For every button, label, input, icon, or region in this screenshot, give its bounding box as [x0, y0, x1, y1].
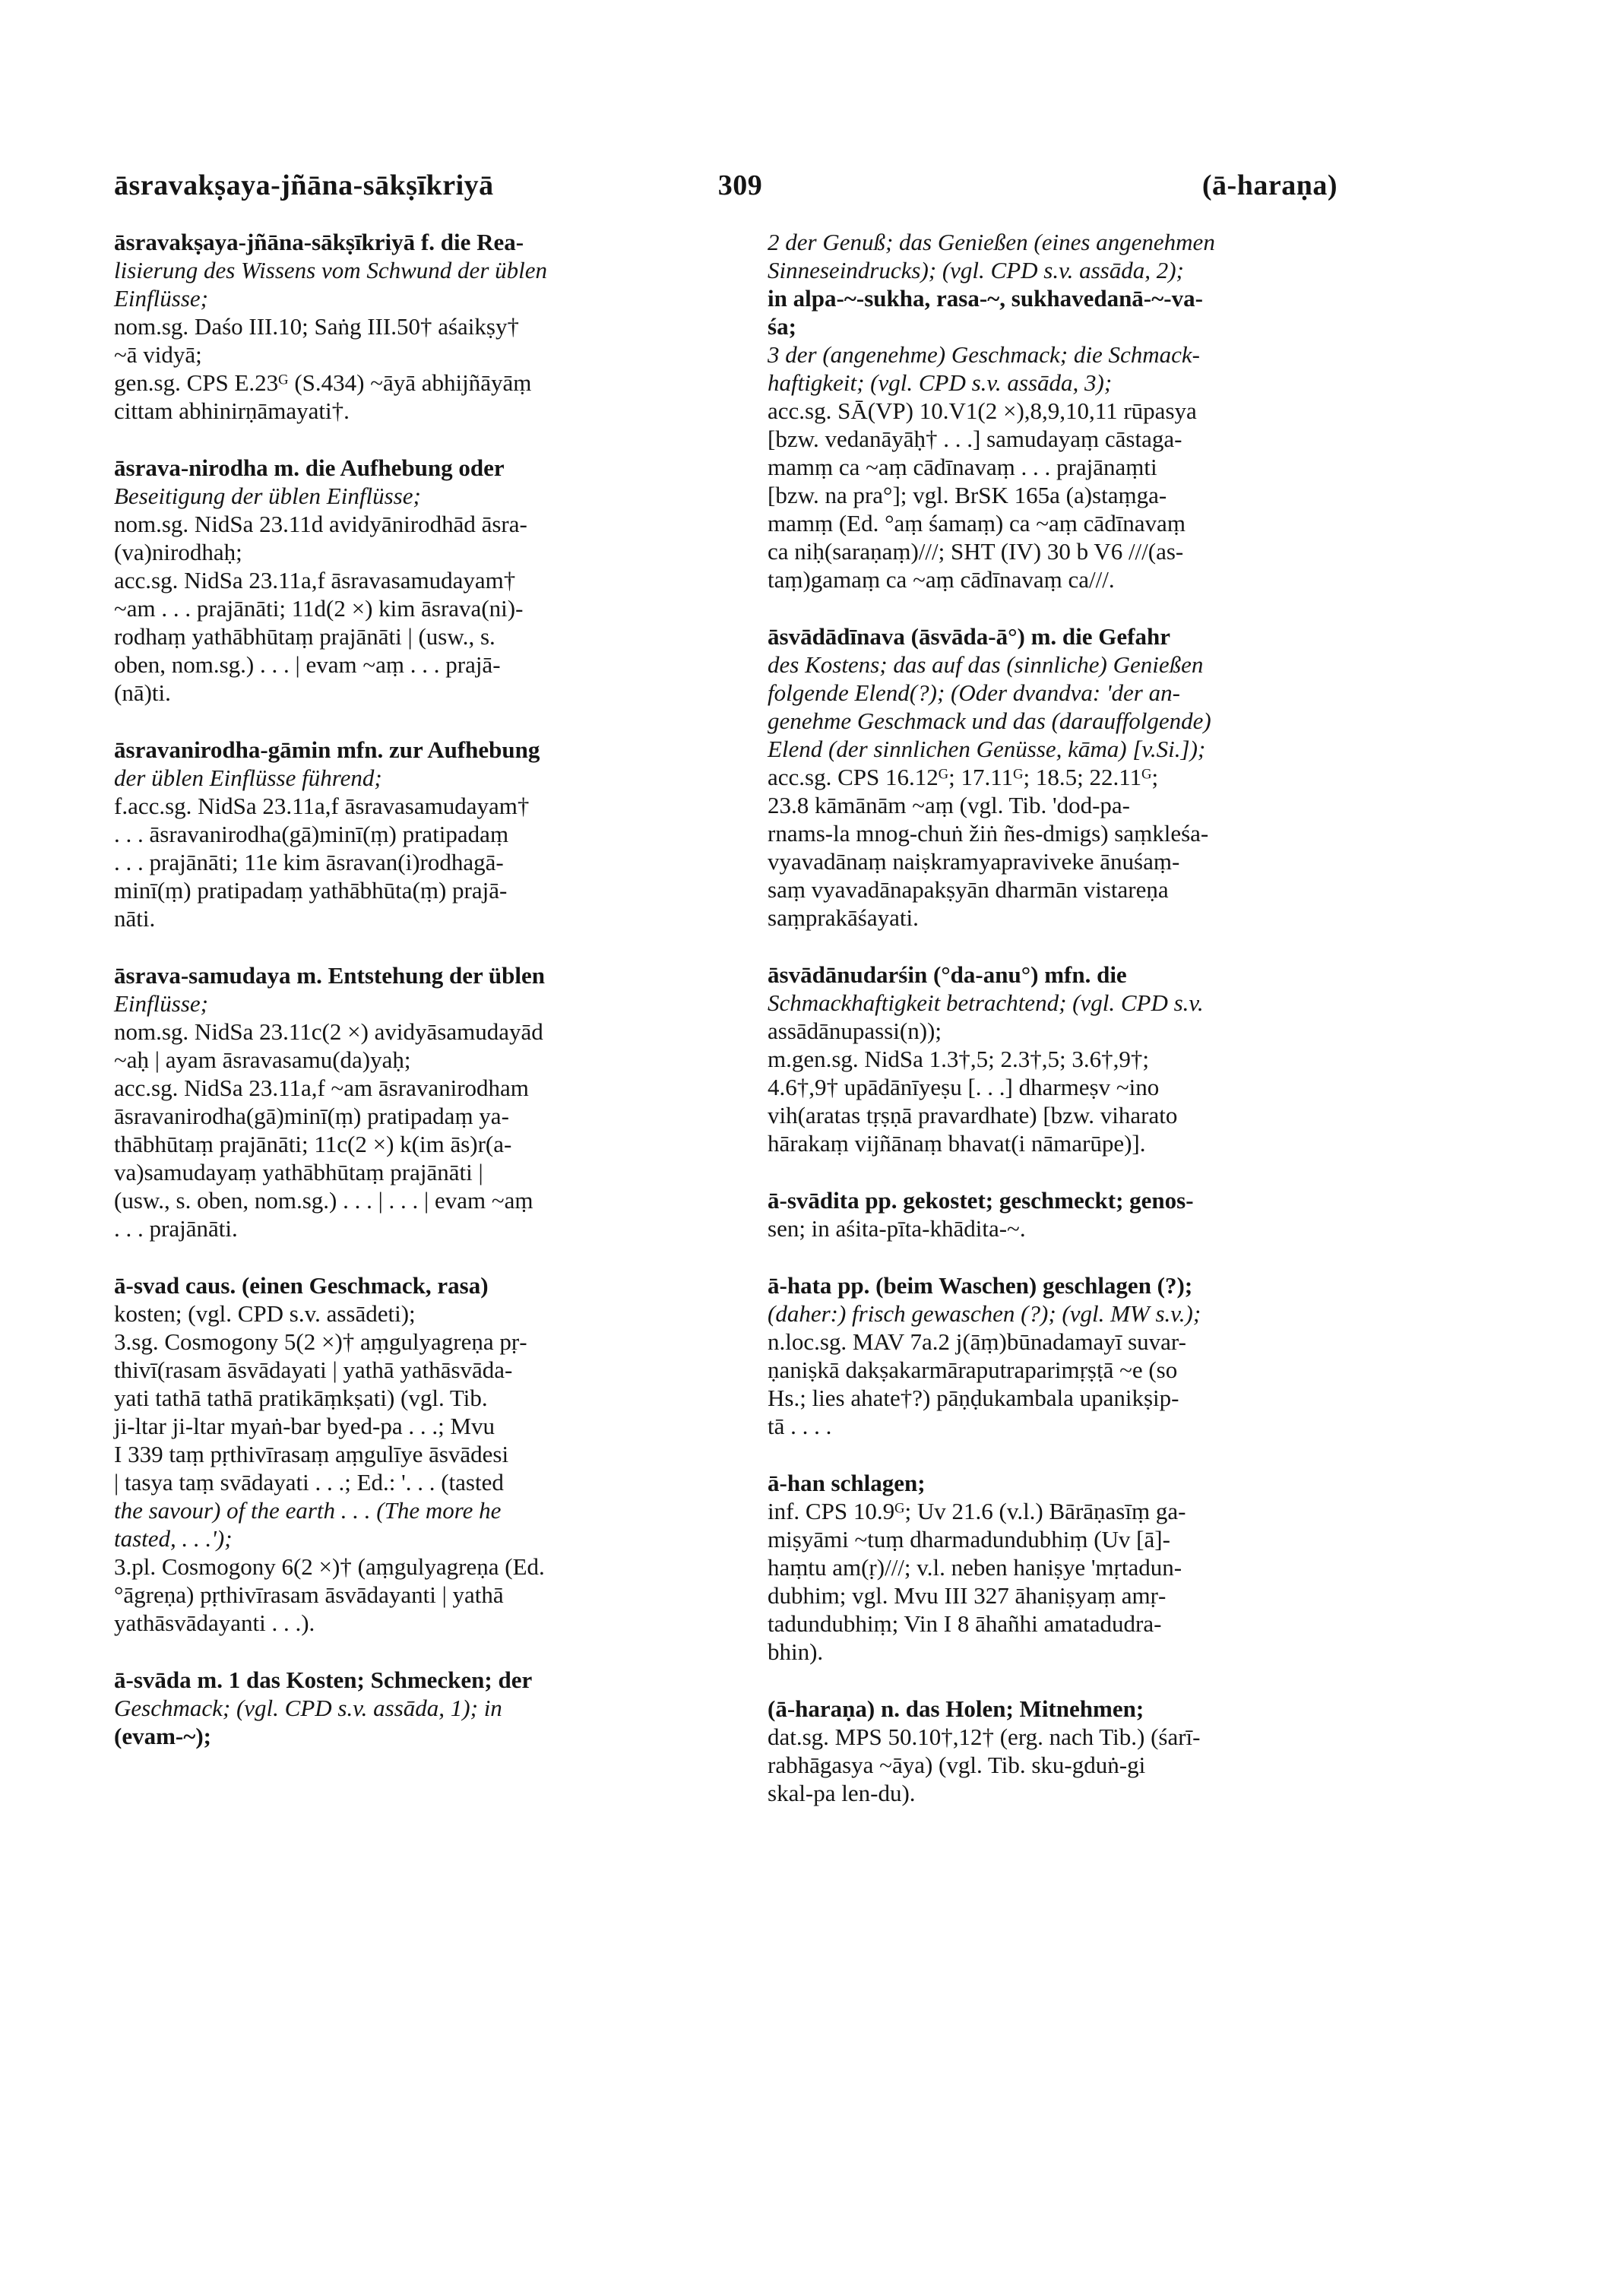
entry-line: des Kostens; das auf das (sinnliche) Genießen — [768, 651, 1204, 678]
dictionary-entry — [114, 454, 707, 707]
entry-line: (va)nirodhaḥ; — [114, 539, 242, 565]
entry-line: m.gen.sg. NidSa 1.3†,5; 2.3†,5; 3.6†,9†; — [768, 1046, 1150, 1072]
entry-line: āsvādādīnava (āsvāda-ā°) m. die Gefahr — [768, 623, 1170, 650]
entry-line: I 339 taṃ pṛthivīrasaṃ aṃgulīye āsvādesi — [114, 1441, 509, 1467]
dictionary-entry — [768, 228, 1360, 593]
entry-line: acc.sg. NidSa 23.11a,f āsravasamudayam† — [114, 567, 516, 593]
left-column — [114, 228, 707, 1779]
entry-line: acc.sg. NidSa 23.11a,f ~am āsravanirodham — [114, 1075, 529, 1101]
entry-line: dat.sg. MPS 50.10†,12† (erg. nach Tib.) (śarī- — [768, 1723, 1201, 1750]
entry-line: ā-svāda m. 1 das Kosten; Schmecken; der — [114, 1667, 533, 1693]
entry-line: āsravanirodha-gāmin mfn. zur Aufhebung — [114, 736, 540, 763]
entry-line: ā-hata pp. (beim Waschen) geschlagen (?); — [768, 1272, 1193, 1299]
entry-line: ā-svādita pp. gekostet; geschmeckt; genos- — [768, 1187, 1194, 1214]
entry-line: ~ā vidyā; — [114, 341, 202, 368]
dictionary-entry — [114, 1666, 707, 1750]
entry-line: (usw., s. oben, nom.sg.) . . . | . . . | evam ~aṃ — [114, 1187, 533, 1214]
entry-line: tasted, . . .'); — [114, 1525, 233, 1552]
entry-line: vih(aratas tṛṣṇā pravardhate) [bzw. viharato — [768, 1102, 1178, 1128]
entry-line: (daher:) frisch gewaschen (?); (vgl. MW s.v.); — [768, 1300, 1201, 1327]
entry-line: mamṃ ca ~aṃ cādīnavaṃ . . . prajānaṃti — [768, 454, 1157, 480]
entry-line: taṃ)gamaṃ ca ~aṃ cādīnavaṃ ca///. — [768, 566, 1115, 593]
entry-line: 3 der (angenehme) Geschmack; die Schmack- — [768, 341, 1200, 368]
entry-line: āsravakṣaya-jñāna-sākṣīkriyā f. die Rea- — [114, 229, 524, 255]
entry-line: acc.sg. SĀ(VP) 10.V1(2 ×),8,9,10,11 rūpasya — [768, 397, 1197, 424]
entry-line: kosten; (vgl. CPD s.v. assādeti); — [114, 1300, 416, 1327]
entry-line: 3.sg. Cosmogony 5(2 ×)† aṃgulyagreṇa pṛ- — [114, 1328, 527, 1355]
dictionary-entry — [768, 1271, 1360, 1440]
entry-line: rodhaṃ yathābhūtaṃ prajānāti | (usw., s. — [114, 623, 495, 650]
entry-line: Elend (der sinnlichen Genüsse, kāma) [v.Si.]); — [768, 736, 1206, 762]
entry-line: Schmackhaftigkeit betrachtend; (vgl. CPD s.v. — [768, 989, 1204, 1016]
entry-line: āsrava-nirodha m. die Aufhebung oder — [114, 454, 505, 481]
entry-line: minī(ṃ) pratipadaṃ yathābhūta(ṃ) prajā- — [114, 877, 508, 904]
entry-line: hārakaṃ vijñānaṃ bhavat(i nāmarūpe)]. — [768, 1130, 1146, 1157]
entry-line: va)samudayaṃ yathābhūtaṃ prajānāti | — [114, 1159, 483, 1185]
entry-line: ā-han schlagen; — [768, 1470, 926, 1496]
entry-line: Einflüsse; — [114, 285, 208, 312]
dictionary-entry — [114, 1271, 707, 1637]
dictionary-entry — [768, 1695, 1360, 1807]
entry-line: ā-svad caus. (einen Geschmack, rasa) — [114, 1272, 489, 1299]
entry-line: acc.sg. CPS 16.12ᴳ; 17.11ᴳ; 18.5; 22.11ᴳ; — [768, 764, 1159, 790]
dictionary-entry — [768, 1469, 1360, 1666]
header-left-catchword: āsravakṣaya-jñāna-sākṣīkriyā — [114, 169, 494, 201]
entry-line: [bzw. na pra°]; vgl. BrSK 165a (a)staṃga- — [768, 482, 1167, 508]
entry-line: haṃtu am(ṛ)///; v.l. neben haniṣye 'mṛtadun- — [768, 1554, 1182, 1581]
entry-line: 3.pl. Cosmogony 6(2 ×)† (aṃgulyagreṇa (Ed. — [114, 1553, 545, 1580]
entry-line: vyavadānaṃ naiṣkramyapraviveke ānuśaṃ- — [768, 848, 1180, 875]
entry-line: [bzw. vedanāyāḥ† . . .] samudayaṃ cāstaga- — [768, 426, 1182, 452]
entry-line: skal-pa len-du). — [768, 1780, 916, 1806]
entry-line: in alpa-~-sukha, rasa-~, sukhavedanā-~-va- — [768, 285, 1203, 312]
entry-line: 4.6†,9† upādānīyeṣu [. . .] dharmeṣv ~ino — [768, 1074, 1160, 1100]
dictionary-entry — [768, 622, 1360, 932]
entry-line: āsravanirodha(gā)minī(ṃ) pratipadaṃ ya- — [114, 1103, 509, 1129]
entry-line: saṃprakāśayati. — [768, 904, 919, 931]
entry-line: āsvādānudarśin (°da-anu°) mfn. die — [768, 961, 1127, 988]
entry-line: gen.sg. CPS E.23ᴳ (S.434) ~āyā abhijñāyāṃ — [114, 369, 532, 396]
dictionary-entry — [114, 961, 707, 1242]
entry-line: Beseitigung der üblen Einflüsse; — [114, 483, 421, 509]
entry-line: sen; in aśita-pīta-khādita-~. — [768, 1215, 1026, 1242]
entry-line: . . . prajānāti. — [114, 1215, 238, 1242]
entry-line: ca niḥ(saraṇaṃ)///; SHT (IV) 30 b V6 ///(as- — [768, 538, 1184, 565]
entry-line: ~am . . . prajānāti; 11d(2 ×) kim āsrava(ni)- — [114, 595, 524, 622]
entry-line: lisierung des Wissens vom Schwund der üblen — [114, 257, 548, 283]
entry-line: saṃ vyavadānapakṣyān dharmān vistareṇa — [768, 876, 1169, 903]
running-head — [114, 169, 1338, 214]
entry-line: tadundubhiṃ; Vin I 8 āhañhi amatadudra- — [768, 1610, 1162, 1637]
entry-line: (ā-haraṇa) n. das Holen; Mitnehmen; — [768, 1695, 1144, 1722]
dictionary-entry — [114, 228, 707, 425]
entry-line: dubhim; vgl. Mvu III 327 āhaniṣyaṃ amṛ- — [768, 1582, 1167, 1609]
entry-line: 23.8 kāmānām ~aṃ (vgl. Tib. 'dod-pa- — [768, 792, 1130, 818]
entry-line: . . . prajānāti; 11e kim āsravan(i)rodhagā- — [114, 849, 504, 875]
entry-line: inf. CPS 10.9ᴳ; Uv 21.6 (v.l.) Bārāṇasīṃ ga- — [768, 1498, 1186, 1524]
right-column — [768, 228, 1360, 1836]
entry-line: nom.sg. NidSa 23.11c(2 ×) avidyāsamudayād — [114, 1018, 543, 1045]
entry-line: śa; — [768, 313, 796, 340]
entry-line: °āgreṇa) pṛthivīrasam āsvādayanti | yathā — [114, 1581, 504, 1608]
entry-line: rabhāgasya ~āya) (vgl. Tib. sku-gduṅ-gi — [768, 1752, 1146, 1778]
entry-line: yathāsvādayanti . . .). — [114, 1610, 315, 1636]
entry-line: ṇaniṣkā dakṣakarmāraputraparimṛṣṭā ~e (so — [768, 1356, 1178, 1383]
entry-line: (evam-~); — [114, 1723, 211, 1749]
entry-line: . . . āsravanirodha(gā)minī(ṃ) pratipadaṃ — [114, 821, 509, 847]
entry-line: tā . . . . — [768, 1413, 832, 1439]
entry-line: n.loc.sg. MAV 7a.2 j(āṃ)būnadamayī suvar- — [768, 1328, 1186, 1355]
entry-line: ji-ltar ji-ltar myaṅ-bar byed-pa . . .; Mvu — [114, 1413, 495, 1439]
entry-line: 2 der Genuß; das Genießen (eines angenehmen — [768, 229, 1215, 255]
entry-line: ~aḥ | ayam āsravasamu(da)yaḥ; — [114, 1046, 411, 1073]
entry-line: Hs.; lies ahate†?) pāṇḍukambala upanikṣip- — [768, 1385, 1179, 1411]
entry-line: assādānupassi(n)); — [768, 1018, 942, 1044]
entry-line: nāti. — [114, 905, 156, 932]
entry-line: yati tathā tathā pratikāṃkṣati) (vgl. Tib. — [114, 1385, 488, 1411]
entry-line: (nā)ti. — [114, 679, 171, 706]
dictionary-entry — [768, 1186, 1360, 1242]
page-number: 309 — [717, 169, 763, 201]
entry-line: f.acc.sg. NidSa 23.11a,f āsravasamudayam† — [114, 793, 530, 819]
entry-line: mamṃ (Ed. °aṃ śamaṃ) ca ~aṃ cādīnavaṃ — [768, 510, 1186, 537]
entry-line: nom.sg. Daśo III.10; Saṅg III.50† aśaikṣy† — [114, 313, 519, 340]
entry-line: nom.sg. NidSa 23.11d avidyānirodhād āsra- — [114, 511, 527, 537]
header-right-catchword: (ā-haraṇa) — [1201, 169, 1338, 201]
entry-line: cittam abhinirṇāmayati†. — [114, 397, 350, 424]
entry-line: āsrava-samudaya m. Entstehung der üblen — [114, 962, 545, 989]
dictionary-entry — [114, 736, 707, 932]
entry-line: Sinneseindrucks); (vgl. CPD s.v. assāda, 2); — [768, 257, 1184, 283]
entry-line: thivī(rasam āsvādayati | yathā yathāsvāda- — [114, 1356, 513, 1383]
entry-line: rnams-la mnog-chuṅ žiṅ ñes-dmigs) saṃkleśa- — [768, 820, 1209, 847]
entry-line: Geschmack; (vgl. CPD s.v. assāda, 1); in — [114, 1695, 502, 1721]
entry-line: oben, nom.sg.) . . . | evam ~aṃ . . . prajā- — [114, 651, 501, 678]
entry-line: thābhūtaṃ prajānāti; 11c(2 ×) k(im ās)r(a- — [114, 1131, 512, 1157]
entry-line: miṣyāmi ~tuṃ dharmadundubhiṃ (Uv [ā]- — [768, 1526, 1170, 1553]
dictionary-entry — [768, 961, 1360, 1157]
entry-line: Einflüsse; — [114, 990, 208, 1017]
entry-line: bhin). — [768, 1638, 824, 1665]
entry-line: | tasya taṃ svādayati . . .; Ed.: '. . . (tasted — [114, 1469, 504, 1496]
entry-line: genehme Geschmack und das (darauffolgende) — [768, 707, 1211, 734]
entry-line: folgende Elend(?); (Oder dvandva: 'der an- — [768, 679, 1180, 706]
entry-line: der üblen Einflüsse führend; — [114, 764, 382, 791]
entry-line: haftigkeit; (vgl. CPD s.v. assāda, 3); — [768, 369, 1113, 396]
entry-line: the savour) of the earth . . . (The more he — [114, 1497, 502, 1524]
